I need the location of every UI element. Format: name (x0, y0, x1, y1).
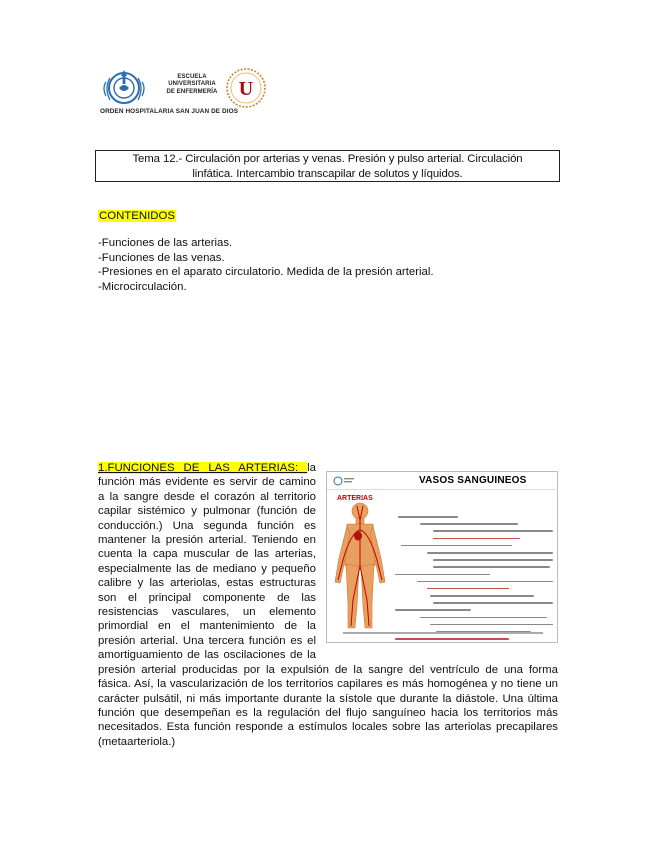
contents-item: -Funciones de las arterias. (98, 237, 233, 249)
figure-title: VASOS SANGUINEOS (419, 475, 527, 486)
contents-heading: CONTENIDOS (99, 210, 175, 222)
contents-list (98, 236, 434, 294)
figure-text-line (398, 516, 458, 518)
order-caption: ORDEN HOSPITALARIA SAN JUAN DE DIOS (100, 108, 239, 115)
figure-text-line (395, 574, 490, 576)
blood-vessels-figure (326, 471, 558, 653)
contents-item: -Funciones de las venas. (98, 251, 225, 264)
figure-text-line (420, 617, 546, 619)
contents-item: -Presiones en el aparato circulatorio. Medida de la presión arterial. (98, 266, 434, 279)
school-name: ESCUELA UNIVERSITARIA DE ENFERMERÍA (166, 74, 218, 95)
figure-text-line (427, 552, 553, 554)
section-body: la función más evidente es servir de camino a la sangre desde el corazón al territorio capilar sistémico y pulmonar (función de conducción.) Una segunda función es mantener la presión arterial. Teniendo en cuenta la capa muscular de las arterias, especialmente las de mediano y pequeño calibre y las arteriolas, estas estructuras son el principal componente de las resistencias vasculares, un elemento primordial en el mantenimiento de la presión arterial. Una tercera función es el amortiguamiento de las oscilaciones de la presión arterial producidas por la expulsión de la sangre del ventrículo de una forma fásica. Así, la vascularización de los territorios capilares es más homogénea y no tiene un carácter pulsátil, ni más importante durante la sístole que durante la diástole. Una última función que desempeñan es la regulación del flujo sanguíneo hacia los territorios más necesitados. Esta función responde a estímulos locales sobre las arteriolas precapilares (metaarteriola.) (98, 462, 558, 748)
figure-text-line (427, 588, 509, 590)
figure-text-line (433, 602, 553, 604)
figure-frame (326, 471, 558, 643)
hospital-order-seal-icon (100, 66, 148, 106)
human-arterial-system-illustration (331, 500, 389, 634)
topic-title-line-2: linfática. Intercambio transcapilar de solutos y líquidos. (192, 167, 463, 180)
figure-text-line (433, 530, 553, 532)
figure-text-line (420, 523, 518, 525)
topic-title-line-1: Tema 12.- Circulación por arterias y venas. Presión y pulso arterial. Circulación (132, 153, 523, 165)
section-arteries (98, 461, 558, 749)
figure-logo-icon (333, 474, 355, 488)
figure-text-lines (395, 516, 553, 643)
figure-text-line (395, 609, 471, 611)
figure-caption-bar (343, 632, 543, 634)
figure-text-line (395, 638, 509, 640)
figure-text-line (433, 559, 553, 561)
institution-logo (100, 66, 270, 122)
figure-text-line (401, 545, 512, 547)
seal-monogram: U (238, 78, 254, 100)
figure-text-line (433, 566, 550, 568)
topic-title-box (95, 150, 560, 182)
contents-item: -Microcirculación. (98, 280, 187, 293)
figure-text-line (430, 595, 534, 597)
figure-text-line (417, 581, 553, 583)
university-seal-icon (224, 66, 268, 110)
figure-text-line (433, 538, 520, 540)
figure-header-bar (327, 472, 557, 490)
figure-label-arterias: ARTERIAS (337, 495, 373, 502)
figure-text-line (430, 624, 553, 626)
section-heading: 1.FUNCIONES DE LAS ARTERIAS: (98, 462, 308, 474)
